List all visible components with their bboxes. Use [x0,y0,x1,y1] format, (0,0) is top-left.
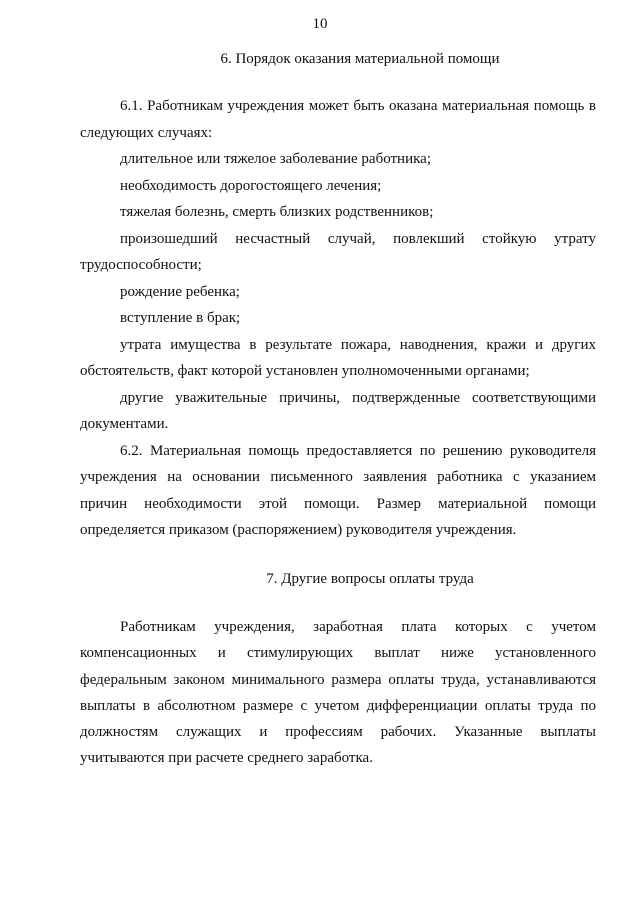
list-item: рождение ребенка; [120,283,240,300]
page-number: 10 [312,16,328,32]
section-6-body [80,93,596,544]
section-7-body [80,614,596,772]
list-item: произошедший несчастный случай, повлекший стойкую утрату трудоспособности; [80,230,596,273]
list-item: необходимость дорогостоящего лечения; [120,177,382,194]
list-item: другие уважительные причины, подтвержденные соответствующими документами. [80,389,596,432]
section-7-heading: 7. Другие вопросы оплаты труда [266,571,474,587]
section-6-heading: 6. Порядок оказания материальной помощи [220,51,500,67]
list-item: длительное или тяжелое заболевание работника; [120,151,432,167]
list-item: вступление в брак; [120,310,241,326]
section-7-paragraph: Работникам учреждения, заработная плата которых с учетом компенсационных и стимулирующих выплат ниже установленного федеральным законом минимального размера оплаты труда, устанавливаются выплаты в абсолютном размере с учетом дифференциации оплаты труда по должностям служащих и профессиям рабочих. Указанные выплаты учитываются при расчете среднего заработка. [80,619,596,767]
section-6-2-paragraph: 6.2. Материальная помощь предоставляется по решению руководителя учреждения на основании письменного заявления работника с указанием причин необходимости этой помощи. Размер материальной помощи определяется приказом (распоряжением) руководителя учреждения. [80,442,596,538]
list-item: тяжелая болезнь, смерть близких родственников; [120,204,434,220]
section-6-1-paragraph: 6.1. Работникам учреждения может быть оказана материальная помощь в следующих случаях: [80,98,596,141]
list-item: утрата имущества в результате пожара, наводнения, кражи и других обстоятельств, факт которой установлен уполномоченными органами; [80,336,596,379]
